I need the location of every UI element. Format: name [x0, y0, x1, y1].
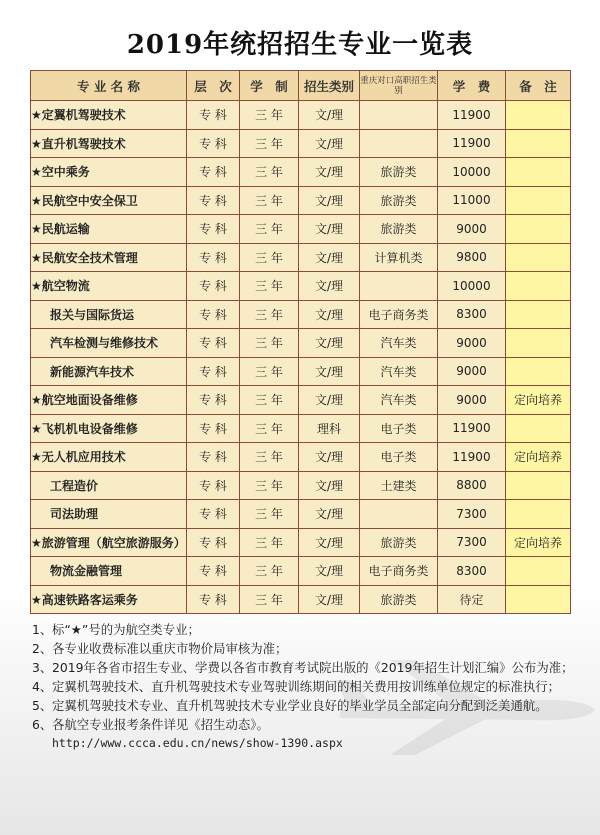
- table-row: [31, 528, 571, 557]
- major-name: ★旅游管理（航空旅游服务）: [31, 528, 187, 557]
- level-cell: 专 科: [187, 528, 240, 557]
- major-name: ★无人机应用技术: [31, 443, 187, 472]
- footnote-item: [28, 658, 588, 677]
- level-cell: 专 科: [187, 129, 240, 158]
- note-cell: 定向培养: [506, 386, 571, 415]
- fee-cell: 8800: [438, 471, 506, 500]
- fee-cell: 待定: [438, 585, 506, 614]
- category-cell: 文/理: [299, 186, 360, 215]
- footnote-item: [28, 715, 588, 734]
- vocational-category-cell: 汽车类: [360, 329, 438, 358]
- duration-cell: 三 年: [240, 101, 299, 130]
- footnote-text: 标“★”号的为航空类专业；: [52, 622, 200, 637]
- table-row: [31, 101, 571, 130]
- fee-cell: 9000: [438, 215, 506, 244]
- note-cell: [506, 215, 571, 244]
- major-name: ★民航安全技术管理: [31, 243, 187, 272]
- level-cell: 专 科: [187, 186, 240, 215]
- major-name: 工程造价: [31, 471, 187, 500]
- table-row: [31, 443, 571, 472]
- category-cell: 文/理: [299, 357, 360, 386]
- duration-cell: 三 年: [240, 243, 299, 272]
- note-cell: [506, 329, 571, 358]
- table-row: [31, 500, 571, 529]
- major-name: ★民航运输: [31, 215, 187, 244]
- category-cell: 文/理: [299, 386, 360, 415]
- category-cell: 理科: [299, 414, 360, 443]
- footnote-text: 各专业收费标准以重庆市物价局审核为准；: [52, 641, 288, 656]
- category-cell: 文/理: [299, 585, 360, 614]
- table-header-row: [31, 71, 571, 101]
- level-cell: 专 科: [187, 329, 240, 358]
- header-name: 专 业 名 称: [31, 71, 187, 101]
- vocational-category-cell: 电子类: [360, 414, 438, 443]
- majors-table: [30, 70, 571, 614]
- category-cell: 文/理: [299, 528, 360, 557]
- fee-cell: 11900: [438, 443, 506, 472]
- duration-cell: 三 年: [240, 186, 299, 215]
- level-cell: 专 科: [187, 386, 240, 415]
- category-cell: 文/理: [299, 215, 360, 244]
- major-name: ★航空物流: [31, 272, 187, 301]
- duration-cell: 三 年: [240, 528, 299, 557]
- duration-cell: 三 年: [240, 386, 299, 415]
- table-row: [31, 158, 571, 187]
- duration-cell: 三 年: [240, 500, 299, 529]
- vocational-category-cell: 电子商务类: [360, 557, 438, 586]
- footnote-number: 4、: [32, 679, 53, 694]
- note-cell: [506, 500, 571, 529]
- fee-cell: 9000: [438, 357, 506, 386]
- vocational-category-cell: 计算机类: [360, 243, 438, 272]
- table-row: [31, 300, 571, 329]
- fee-cell: 9000: [438, 329, 506, 358]
- footnote-item: [28, 696, 588, 715]
- vocational-category-cell: 旅游类: [360, 585, 438, 614]
- major-name: 汽车检测与维修技术: [31, 329, 187, 358]
- vocational-category-cell: 旅游类: [360, 215, 438, 244]
- note-cell: [506, 129, 571, 158]
- duration-cell: 三 年: [240, 215, 299, 244]
- vocational-category-cell: 汽车类: [360, 386, 438, 415]
- duration-cell: 三 年: [240, 158, 299, 187]
- fee-cell: 9800: [438, 243, 506, 272]
- table-row: [31, 471, 571, 500]
- major-name: 物流金融管理: [31, 557, 187, 586]
- fee-cell: 11000: [438, 186, 506, 215]
- major-name: 新能源汽车技术: [31, 357, 187, 386]
- duration-cell: 三 年: [240, 357, 299, 386]
- table-row: [31, 386, 571, 415]
- vocational-category-cell: 旅游类: [360, 158, 438, 187]
- major-name: ★飞机机电设备维修: [31, 414, 187, 443]
- level-cell: 专 科: [187, 300, 240, 329]
- fee-cell: 9000: [438, 386, 506, 415]
- footnote-text: 定翼机驾驶技术、直升机驾驶技术专业驾驶训练期间的相关费用按训练单位规定的标准执行；: [52, 679, 561, 694]
- footnote-item: [28, 639, 588, 658]
- note-cell: [506, 471, 571, 500]
- vocational-category-cell: 旅游类: [360, 186, 438, 215]
- category-cell: 文/理: [299, 471, 360, 500]
- footnote-item: [28, 677, 588, 696]
- table-row: [31, 243, 571, 272]
- fee-cell: 11900: [438, 129, 506, 158]
- duration-cell: 三 年: [240, 443, 299, 472]
- news-link[interactable]: http://www.ccca.edu.cn/news/show-1390.aspx: [52, 736, 343, 750]
- vocational-category-cell: 旅游类: [360, 528, 438, 557]
- category-cell: 文/理: [299, 158, 360, 187]
- level-cell: 专 科: [187, 101, 240, 130]
- note-cell: [506, 414, 571, 443]
- table-row: [31, 329, 571, 358]
- note-cell: [506, 243, 571, 272]
- table-row: [31, 414, 571, 443]
- level-cell: 专 科: [187, 414, 240, 443]
- category-cell: 文/理: [299, 329, 360, 358]
- header-category: 招生类别: [299, 71, 360, 101]
- duration-cell: 三 年: [240, 300, 299, 329]
- note-cell: [506, 158, 571, 187]
- footnote-number: 5、: [32, 698, 53, 713]
- footnotes: [28, 620, 588, 753]
- table-row: [31, 557, 571, 586]
- vocational-category-cell: [360, 272, 438, 301]
- vocational-category-cell: [360, 500, 438, 529]
- major-name: ★高速铁路客运乘务: [31, 585, 187, 614]
- footnote-number: 3、: [32, 660, 53, 675]
- duration-cell: 三 年: [240, 585, 299, 614]
- major-name: ★空中乘务: [31, 158, 187, 187]
- vocational-category-cell: [360, 101, 438, 130]
- footnote-number: 6、: [32, 717, 53, 732]
- vocational-category-cell: 电子商务类: [360, 300, 438, 329]
- header-note: 备 注: [506, 71, 571, 101]
- level-cell: 专 科: [187, 585, 240, 614]
- note-cell: [506, 272, 571, 301]
- vocational-category-cell: 土建类: [360, 471, 438, 500]
- note-cell: [506, 357, 571, 386]
- header-fee: 学 费: [438, 71, 506, 101]
- footnote-text: 2019年各省市招生专业、学费以各省市教育考试院出版的《2019年招生计划汇编》公布为准；: [52, 660, 574, 675]
- fee-cell: 11900: [438, 414, 506, 443]
- category-cell: 文/理: [299, 443, 360, 472]
- level-cell: 专 科: [187, 443, 240, 472]
- duration-cell: 三 年: [240, 129, 299, 158]
- category-cell: 文/理: [299, 101, 360, 130]
- header-vocational: 重庆对口高职招生类别: [360, 71, 438, 101]
- table-row: [31, 357, 571, 386]
- note-cell: [506, 585, 571, 614]
- footnote-item: [28, 620, 588, 639]
- category-cell: 文/理: [299, 500, 360, 529]
- table-row: [31, 129, 571, 158]
- category-cell: 文/理: [299, 557, 360, 586]
- level-cell: 专 科: [187, 500, 240, 529]
- duration-cell: 三 年: [240, 557, 299, 586]
- major-name: ★民航空中安全保卫: [31, 186, 187, 215]
- vocational-category-cell: [360, 129, 438, 158]
- fee-cell: 10000: [438, 158, 506, 187]
- major-name: 司法助理: [31, 500, 187, 529]
- note-cell: 定向培养: [506, 528, 571, 557]
- note-cell: [506, 557, 571, 586]
- footnote-text: 各航空专业报考条件详见《招生动态》。: [52, 717, 269, 732]
- note-cell: [506, 186, 571, 215]
- level-cell: 专 科: [187, 158, 240, 187]
- note-cell: 定向培养: [506, 443, 571, 472]
- note-cell: [506, 300, 571, 329]
- category-cell: 文/理: [299, 243, 360, 272]
- level-cell: 专 科: [187, 272, 240, 301]
- level-cell: 专 科: [187, 215, 240, 244]
- footnote-number: 1、: [32, 622, 53, 637]
- table-row: [31, 215, 571, 244]
- note-cell: [506, 101, 571, 130]
- page-title: 2019年统招招生专业一览表: [126, 30, 474, 60]
- category-cell: 文/理: [299, 272, 360, 301]
- major-name: ★直升机驾驶技术: [31, 129, 187, 158]
- fee-cell: 7300: [438, 528, 506, 557]
- fee-cell: 7300: [438, 500, 506, 529]
- header-duration: 学 制: [240, 71, 299, 101]
- table-row: [31, 186, 571, 215]
- level-cell: 专 科: [187, 557, 240, 586]
- vocational-category-cell: 汽车类: [360, 357, 438, 386]
- duration-cell: 三 年: [240, 329, 299, 358]
- fee-cell: 8300: [438, 300, 506, 329]
- level-cell: 专 科: [187, 471, 240, 500]
- fee-cell: 10000: [438, 272, 506, 301]
- table-row: [31, 272, 571, 301]
- major-name: ★航空地面设备维修: [31, 386, 187, 415]
- duration-cell: 三 年: [240, 272, 299, 301]
- duration-cell: 三 年: [240, 414, 299, 443]
- footnote-text: 定翼机驾驶技术专业、直升机驾驶技术专业学业良好的毕业学员全部定向分配到泛美通航。: [52, 698, 548, 713]
- fee-cell: 8300: [438, 557, 506, 586]
- category-cell: 文/理: [299, 129, 360, 158]
- table-row: [31, 585, 571, 614]
- duration-cell: 三 年: [240, 471, 299, 500]
- vocational-category-cell: 电子类: [360, 443, 438, 472]
- category-cell: 文/理: [299, 300, 360, 329]
- fee-cell: 11900: [438, 101, 506, 130]
- header-level: 层 次: [187, 71, 240, 101]
- major-name: 报关与国际货运: [31, 300, 187, 329]
- level-cell: 专 科: [187, 357, 240, 386]
- level-cell: 专 科: [187, 243, 240, 272]
- footnote-number: 2、: [32, 641, 53, 656]
- major-name: ★定翼机驾驶技术: [31, 101, 187, 130]
